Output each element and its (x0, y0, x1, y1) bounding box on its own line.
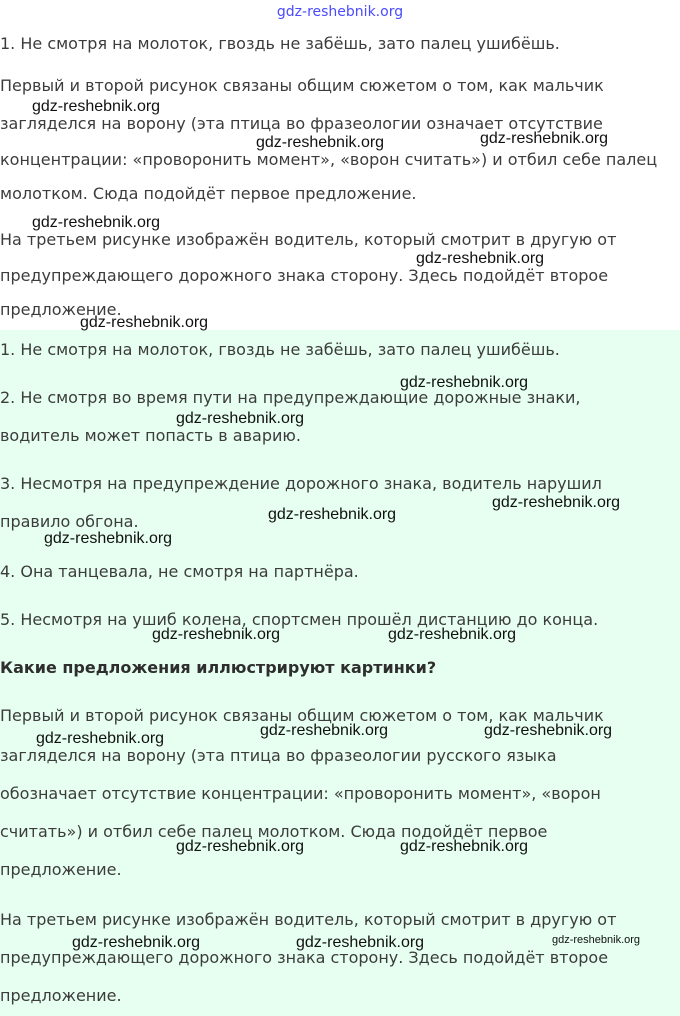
top-line-6: На третьем рисунке изображён водитель, который смотрит в другую от (0, 230, 617, 249)
answer-line-10: загляделся на ворону (эта птица во фразеологии русского языка (0, 746, 557, 765)
watermark-text: gdz-reshebnik.org (44, 530, 173, 547)
top-line-7: предупреждающего дорожного знака сторону. Здесь подойдёт второе (0, 266, 609, 285)
watermark-text: gdz-reshebnik.org (388, 626, 517, 643)
answer-line-5: правило обгона. (0, 512, 139, 531)
top-line-2: Первый и второй рисунок связаны общим сюжетом о том, как мальчик (0, 76, 604, 95)
header-watermark[interactable]: gdz-reshebnik.org (276, 4, 404, 20)
watermark-text: gdz-reshebnik.org (176, 838, 305, 855)
answer-line-14: На третьем рисунке изображён водитель, который смотрит в другую от (0, 910, 617, 929)
answer-line-7: 5. Несмотря на ушиб колена, спортсмен прошёл дистанцию до конца. (0, 610, 599, 629)
answer-line-6: 4. Она танцевала, не смотря на партнёра. (0, 562, 359, 581)
answer-line-16: предложение. (0, 986, 122, 1005)
answer-line-12: считать») и отбил себе палец молотком. Сюда подойдёт первое (0, 822, 548, 841)
watermark-text: gdz-reshebnik.org (484, 722, 613, 739)
answer-line-15: предупреждающего дорожного знака сторону. Здесь подойдёт второе (0, 948, 609, 967)
top-line-5: молотком. Сюда подойдёт первое предложение. (0, 184, 417, 203)
answer-line-13: предложение. (0, 860, 122, 879)
answer-line-1: 1. Не смотря на молоток, гвоздь не забёшь, зато палец ушибёшь. (0, 340, 560, 359)
watermark-text: gdz-reshebnik.org (416, 250, 545, 267)
watermark-text: gdz-reshebnik.org (268, 506, 397, 523)
top-line-1: 1. Не смотря на молоток, гвоздь не забёшь, зато палец ушибёшь. (0, 34, 560, 53)
answer-line-4: 3. Несмотря на предупреждение дорожного знака, водитель нарушил (0, 474, 602, 493)
watermark-text: gdz-reshebnik.org (400, 838, 529, 855)
top-line-8: предложение. (0, 300, 122, 319)
answer-line-9: Первый и второй рисунок связаны общим сюжетом о том, как мальчик (0, 706, 604, 725)
top-line-4: концентрации: «проворонить момент», «ворон считать») и отбил себе палец (0, 150, 658, 169)
question-heading: Какие предложения иллюстрируют картинки? (0, 658, 437, 677)
watermark-text: gdz-reshebnik.org (256, 134, 385, 151)
answer-line-3: водитель может попасть в аварию. (0, 426, 301, 445)
watermark-text: gdz-reshebnik.org (176, 410, 305, 427)
answer-line-2: 2. Не смотря во время пути на предупреждающие дорожные знаки, (0, 388, 581, 407)
watermark-text: gdz-reshebnik.org (400, 374, 529, 391)
watermark-text: gdz-reshebnik.org (152, 626, 281, 643)
watermark-text: gdz-reshebnik.org (80, 314, 209, 331)
answer-line-11: обозначает отсутствие концентрации: «проворонить момент», «ворон (0, 784, 601, 803)
watermark-text: gdz-reshebnik.org (480, 130, 609, 147)
watermark-text: gdz-reshebnik.org (72, 934, 201, 951)
watermark-text: gdz-reshebnik.org (260, 722, 389, 739)
watermark-text: gdz-reshebnik.org (36, 730, 165, 747)
watermark-text: gdz-reshebnik.org (552, 934, 641, 946)
watermark-text: gdz-reshebnik.org (32, 214, 161, 231)
watermark-text: gdz-reshebnik.org (32, 98, 161, 115)
watermark-text: gdz-reshebnik.org (492, 494, 621, 511)
watermark-text: gdz-reshebnik.org (296, 934, 425, 951)
top-line-3: загляделся на ворону (эта птица во фразеологии означает отсутствие (0, 114, 603, 133)
